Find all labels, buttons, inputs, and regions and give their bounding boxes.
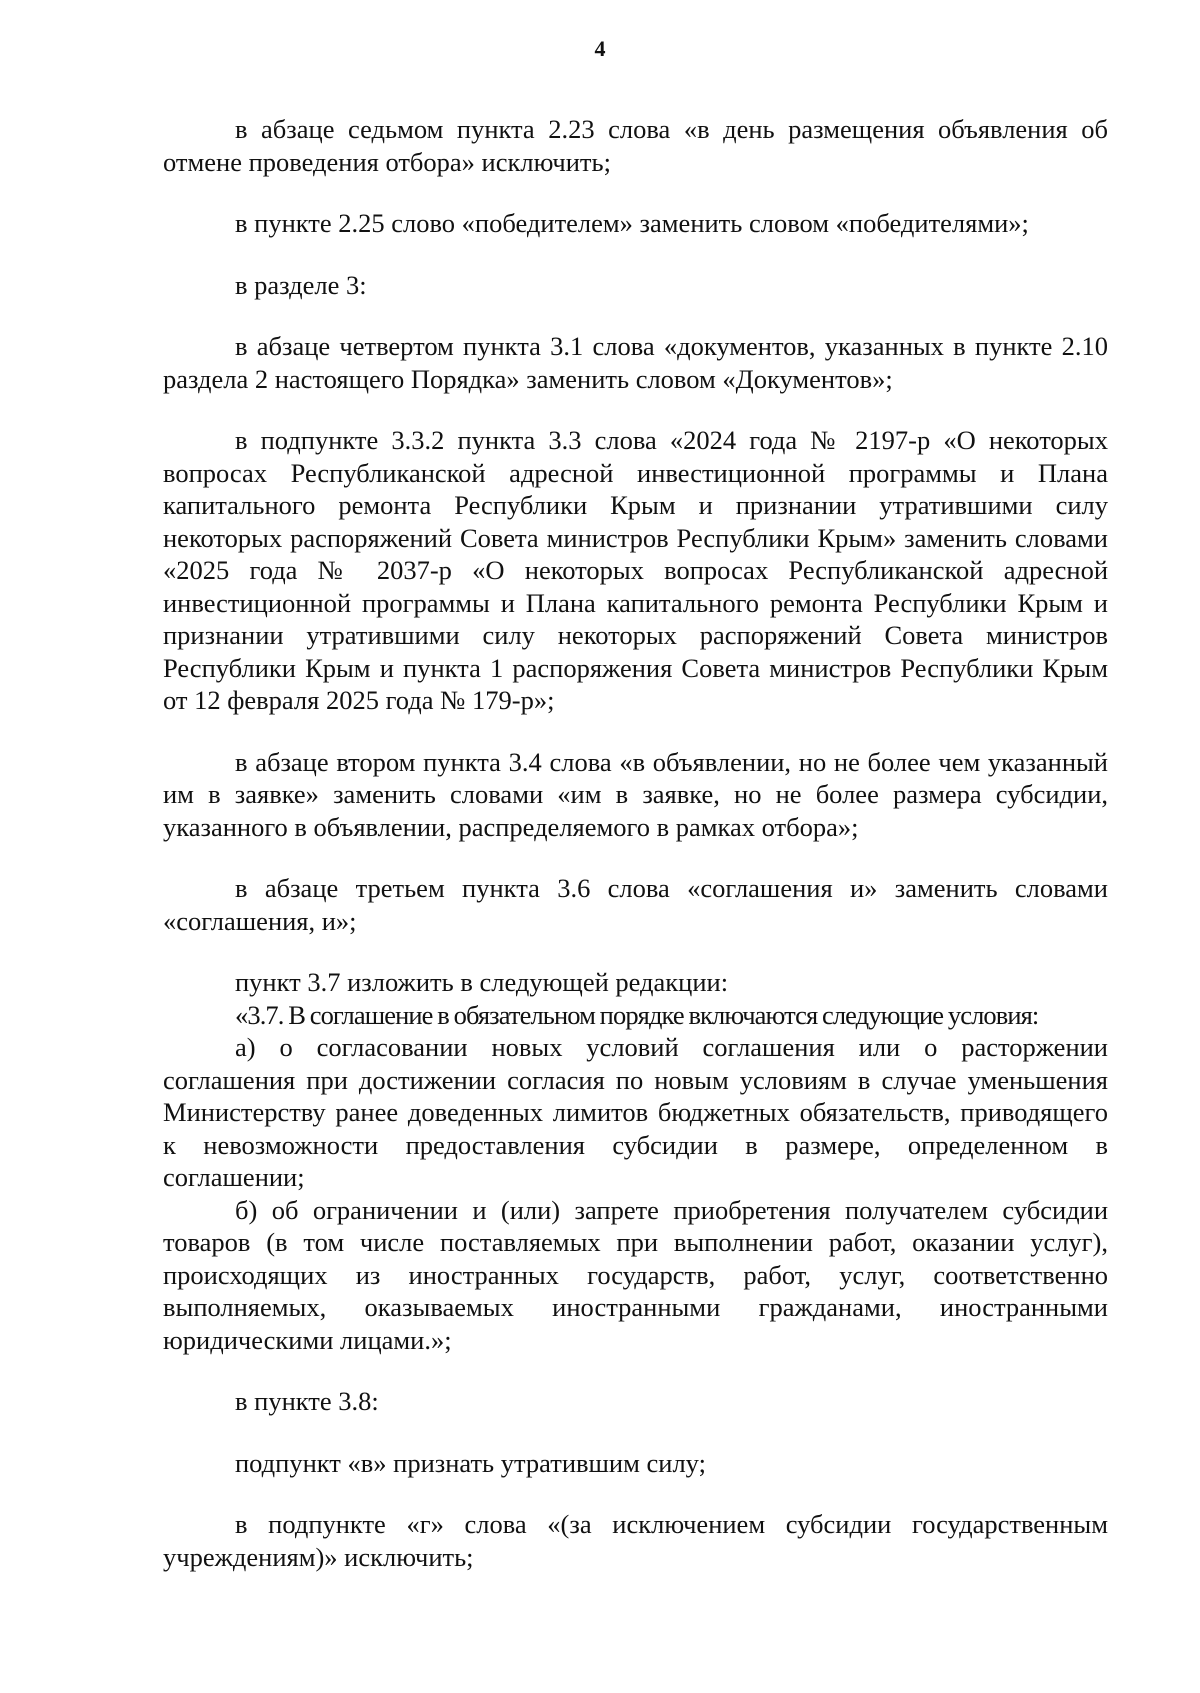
document-body xyxy=(163,113,1108,1573)
paragraph-3-6: в абзаце третьем пункта 3.6 слова «соглашения и» заменить словами «соглашения, и»; xyxy=(163,873,1108,936)
page-number: 4 xyxy=(594,36,606,61)
paragraph-section-3: в разделе 3: xyxy=(235,269,367,300)
paragraph-2-25: в пункте 2.25 слово «победителем» заменить словом «победителями»; xyxy=(235,208,1029,238)
paragraph-3-1: в абзаце четвертом пункта 3.1 слова «документов, указанных в пункте 2.10 раздела 2 настоящего Порядка» заменить словом «Документов»; xyxy=(163,331,1108,394)
paragraph-3-7-a: а) о согласовании новых условий соглашения или о расторжении соглашения при достижении согласия по новым условиям в случае уменьшения Министерству ранее доведенных лимитов бюджетных обязательств, приводящего к невозможности предоставления субсидии в размере, определенном в соглашении; xyxy=(163,1032,1108,1192)
paragraph-2-23: в абзаце седьмом пункта 2.23 слова «в день размещения объявления об отмене проведения отбора» исключить; xyxy=(163,114,1108,177)
paragraph-3-7-intro: пункт 3.7 изложить в следующей редакции: xyxy=(235,967,729,997)
paragraph-3-4: в абзаце втором пункта 3.4 слова «в объявлении, но не более чем указанный им в заявке» заменить словами «им в заявке, но не более размера субсидии, указанного в объявлении, распределяемого в рамках отбора»; xyxy=(163,746,1108,842)
paragraph-3-8-v: подпункт «в» признать утратившим силу; xyxy=(235,1447,706,1478)
paragraph-3-8-g: в подпункте «г» слова «(за исключением субсидии государственным учреждениям)» исключить; xyxy=(163,1509,1108,1572)
paragraph-3-3-2: в подпункте 3.3.2 пункта 3.3 слова «2024 года № 2197-р «О некоторых вопросах Республиканской адресной инвестиционной программы и Плана капитального ремонта Республики Крым и признании утратившими силу некоторых распоряжений Совета министров Республики Крым» заменить словами «2025 года № 2037-р «О некоторых вопросах Республиканской адресной инвестиционной программы и Плана капитального ремонта Республики Крым и признании утратившими силу некоторых распоряжений Совета министров Республики Крым и пункта 1 распоряжения Совета министров Республики Крым от 12 февраля 2025 года № 179-р»; xyxy=(163,425,1108,715)
paragraph-3-7-b: б) об ограничении и (или) запрете приобретения получателем субсидии товаров (в том числе поставляемых при выполнении работ, оказании услуг), происходящих из иностранных государств, работ, услуг, соответственно выполняемых, оказываемых иностранными гражданами, иностранными юридическими лицами.»; xyxy=(163,1194,1108,1355)
paragraph-3-8: в пункте 3.8: xyxy=(235,1386,379,1416)
paragraph-3-7-text: «3.7. В соглашение в обязательном порядке включаются следующие условия: xyxy=(235,999,1039,1030)
